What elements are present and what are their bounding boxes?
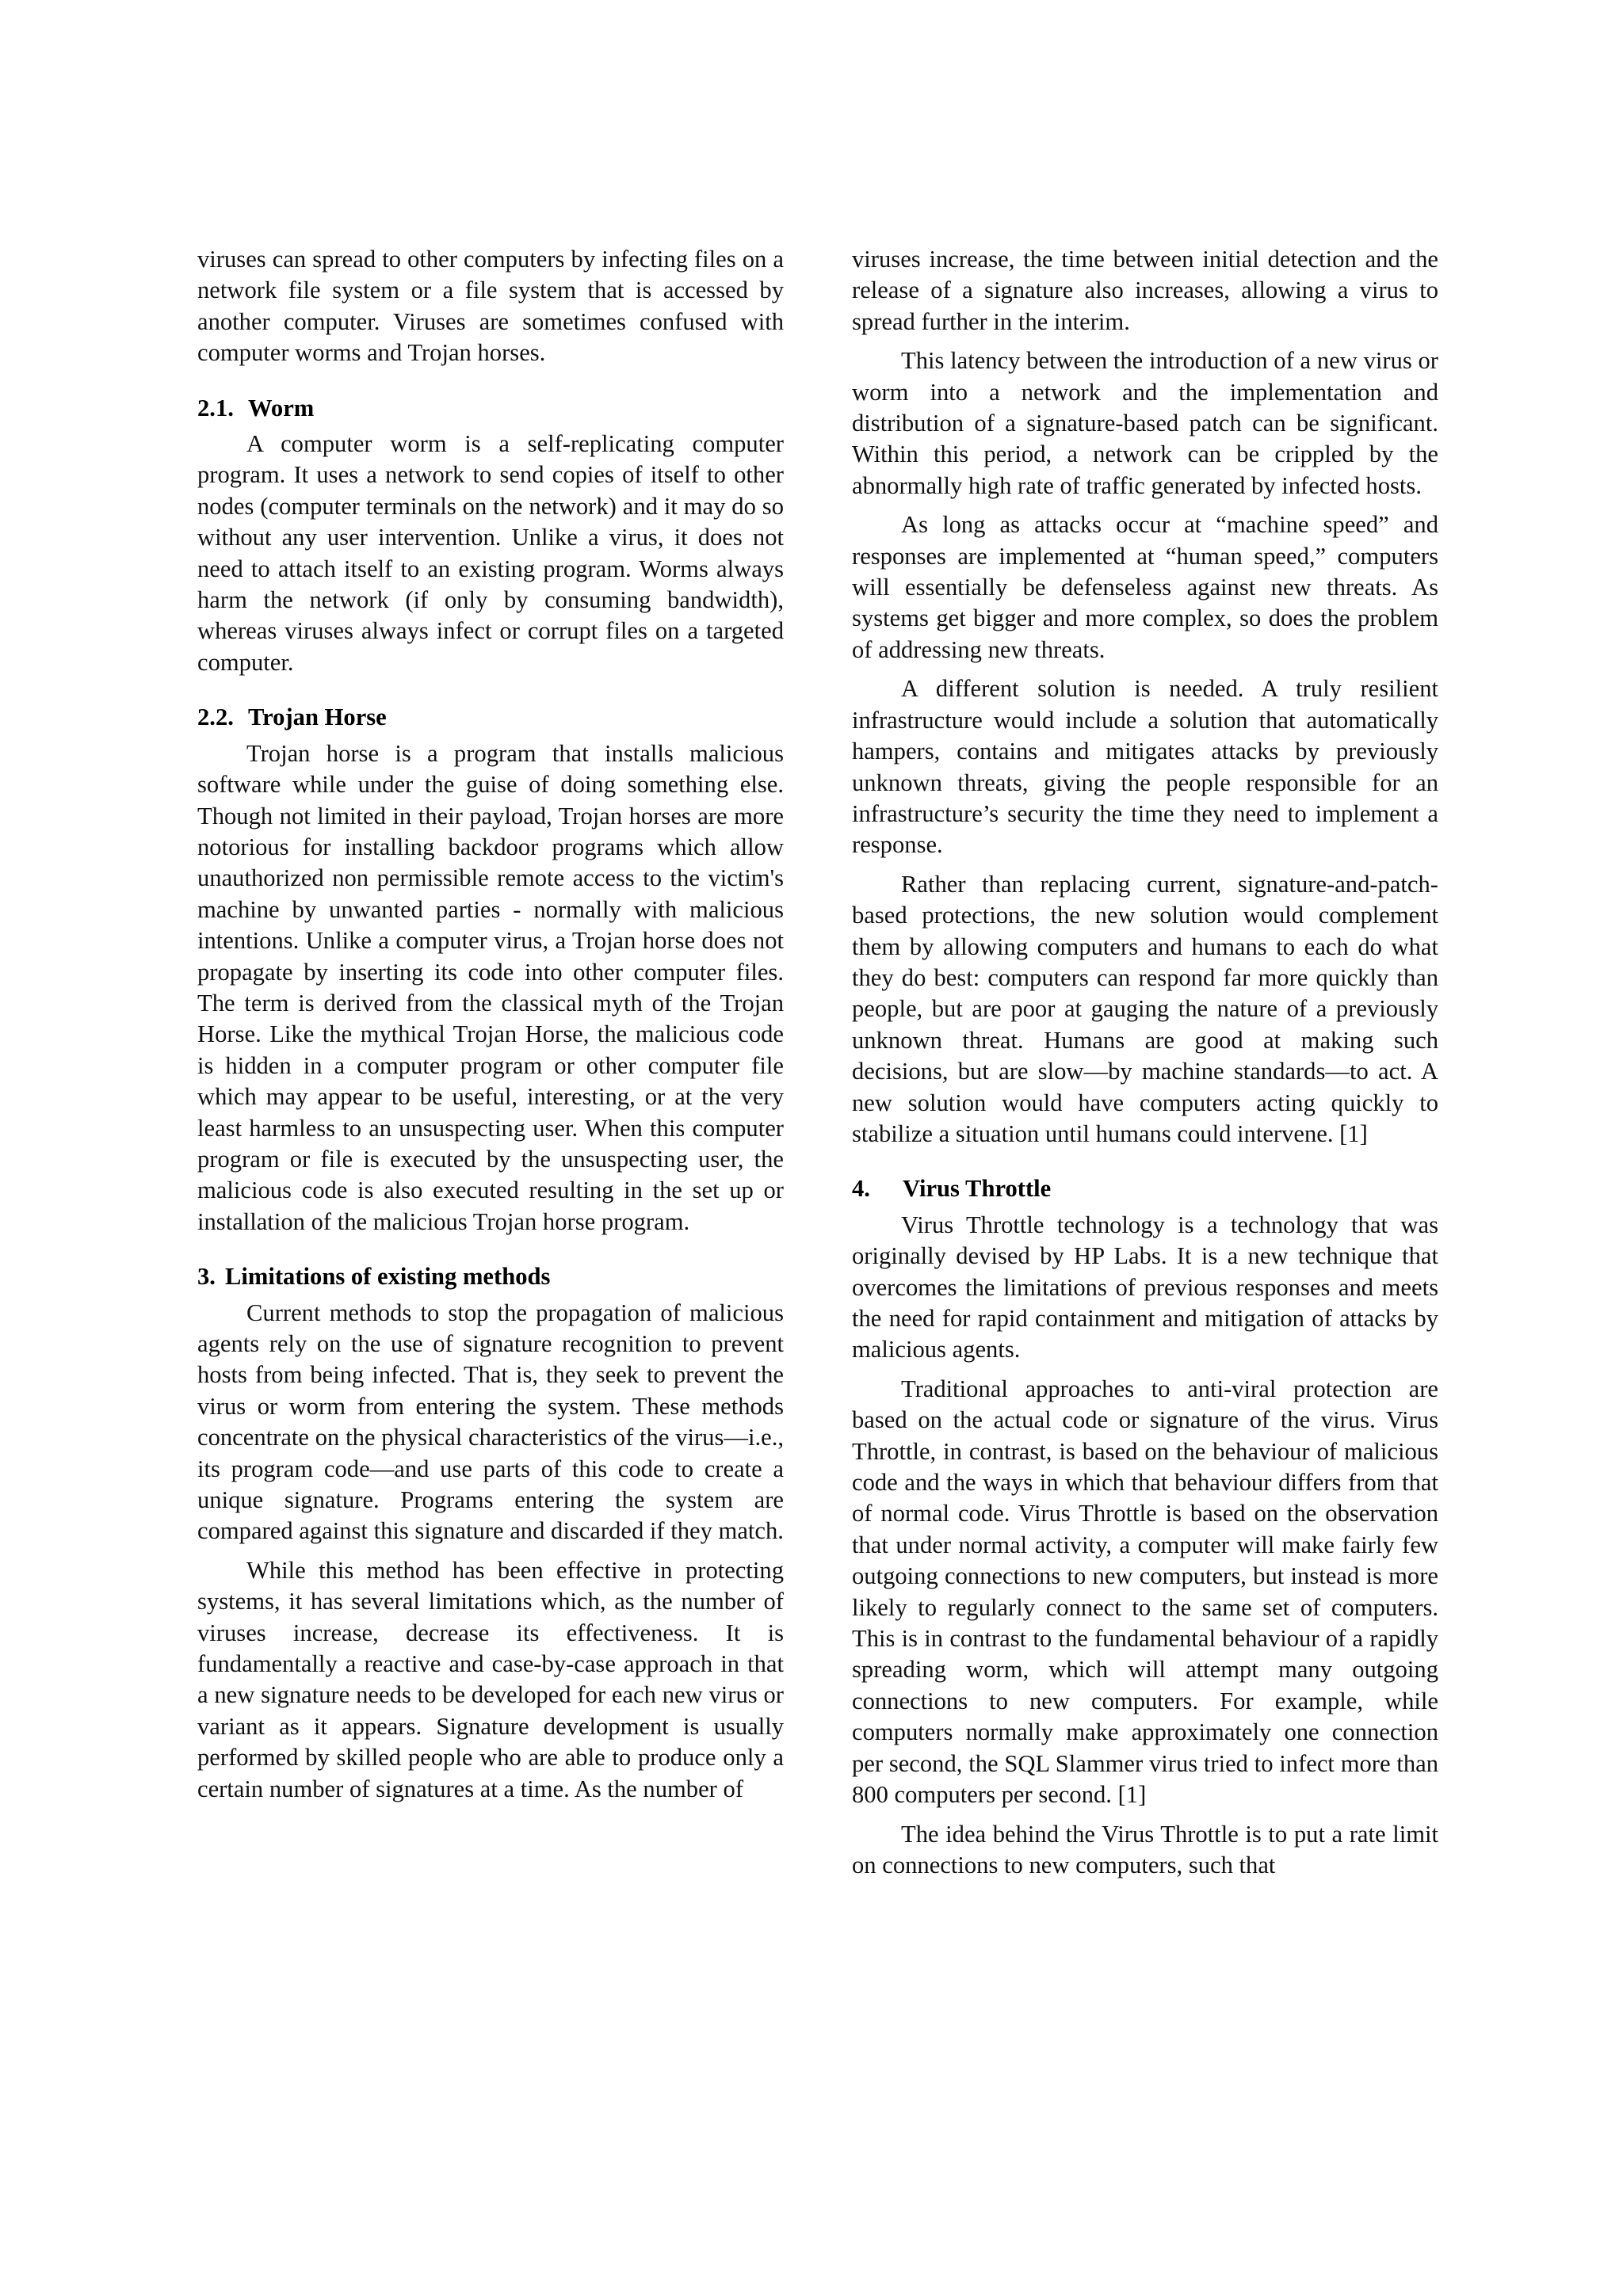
paragraph-virus-throttle-1: Virus Throttle technology is a technology that was originally devised by HP Labs. It is a new technique that overcomes the limitations of previous responses and meets the need for rapid containment and mitigation of attacks by malicious agents. (852, 1211, 1438, 1363)
paragraph-different-solution: A different solution is needed. A truly resilient infrastructure would include a solution that automatically hampers, contains and mitigates attacks by previously unknown threats, giving the people responsible for an infrastructure’s security the time they need to implement a response. (852, 675, 1438, 859)
section-heading-worm (197, 393, 784, 424)
paragraph-limitations-2: While this method has been effective in protecting systems, it has several limitations which, as the number of viruses increase, decrease its effectiveness. It is fundamentally a reactive and case-by-case approach in that a new signature needs to be developed for each new virus or variant as it appears. Signature development is usually performed by skilled people who are able to produce only a certain number of signatures at a time. As the number of (197, 1556, 784, 1802)
paragraph-intro-continued: viruses can spread to other computers by infecting files on a network file system or a file system that is accessed by another computer. Viruses are sometimes confused with computer worms and Trojan horses. (197, 246, 784, 367)
section-number: 2.2. (197, 704, 234, 731)
paragraph-trojan-horse: Trojan horse is a program that installs malicious software while under the guise of doing something else. Though not limited in their payload, Trojan horses are more notorious for installing backdoor programs which allow unauthorized non permissible remote access to the victim's machine by unwanted parties - normally with malicious intentions. Unlike a computer virus, a Trojan horse does not propagate by inserting its code into other computer files. The term is derived from the classical myth of the Trojan Horse. Like the mythical Trojan Horse, the malicious code is hidden in a computer program or other computer file which may appear to be useful, interesting, or at the very least harmless to an unsuspecting user. When this computer program or file is executed by the unsuspecting user, the malicious code is also executed resulting in the set up or installation of the malicious Trojan horse program. (197, 739, 784, 1235)
paragraph-latency: This latency between the introduction of a new virus or worm into a network and the implementation and distribution of a signature-based patch can be significant. Within this period, a network can be crippled by the abnormally high rate of traffic generated by infected hosts. (852, 347, 1438, 499)
section-heading-trojan-horse (197, 702, 784, 733)
paragraph-worm: A computer worm is a self-replicating computer program. It uses a network to send copies of itself to other nodes (computer terminals on the network) and it may do so without any user intervention. Unlike a virus, it does not need to attach itself to an existing program. Worms always harm the network (if only by consuming bandwidth), whereas viruses always infect or corrupt files on a targeted computer. (197, 430, 784, 676)
section-title: Virus Throttle (903, 1175, 1052, 1203)
section-number: 2.1. (197, 394, 234, 421)
paragraph-limitations-continued: viruses increase, the time between initial detection and the release of a signature also increases, allowing a virus to spread further in the interim. (852, 246, 1438, 335)
section-heading-limitations (197, 1261, 784, 1292)
paragraph-rather-than-replacing: Rather than replacing current, signature-and-patch-based protections, the new solution would complement them by allowing computers and humans to each do what they do best: computers can respond far more quickly than people, but are poor at gauging the nature of a previously unknown threat. Humans are good at making such decisions, but are slow—by machine standards—to act. A new solution would have computers acting quickly to stabilize a situation until humans could intervene. [1] (852, 870, 1438, 1147)
paragraph-virus-throttle-2: Traditional approaches to anti-viral protection are based on the actual code or signature of the virus. Virus Throttle, in contrast, is based on the behaviour of malicious code and the ways in which that behaviour differs from that of normal code. Virus Throttle is based on the observation that under normal activity, a computer will make fairly few outgoing connections to new computers, but instead is more likely to regularly connect to the same set of computers. This is in contrast to the fundamental behaviour of a rapidly spreading worm, which will attempt many outgoing connections to new computers. For example, while computers normally make approximately one connection per second, the SQL Slammer virus tried to infect more than 800 computers per second. [1] (852, 1375, 1438, 1809)
left-column (197, 244, 784, 1805)
section-title: Limitations of existing methods (224, 1263, 551, 1291)
section-title: Worm (248, 394, 315, 421)
section-number: 4. (852, 1175, 870, 1203)
paragraph-limitations-1: Current methods to stop the propagation of malicious agents rely on the use of signature recognition to prevent hosts from being infected. That is, they seek to prevent the virus or worm from entering the system. These methods concentrate on the physical characteristics of the virus—i.e., its program code—and use parts of this code to create a unique signature. Programs entering the system are compared against this signature and discarded if they match. (197, 1299, 784, 1545)
right-column (852, 244, 1438, 1881)
section-number: 3. (197, 1263, 216, 1291)
section-title: Trojan Horse (248, 704, 387, 731)
section-heading-virus-throttle (852, 1173, 1438, 1204)
paragraph-machine-speed: As long as attacks occur at “machine speed” and responses are implemented at “human speed,” computers will essentially be defenseless against new threats. As systems get bigger and more complex, so does the problem of addressing new threats. (852, 511, 1438, 663)
paragraph-virus-throttle-3: The idea behind the Virus Throttle is to put a rate limit on connections to new computers, such that (852, 1820, 1438, 1878)
